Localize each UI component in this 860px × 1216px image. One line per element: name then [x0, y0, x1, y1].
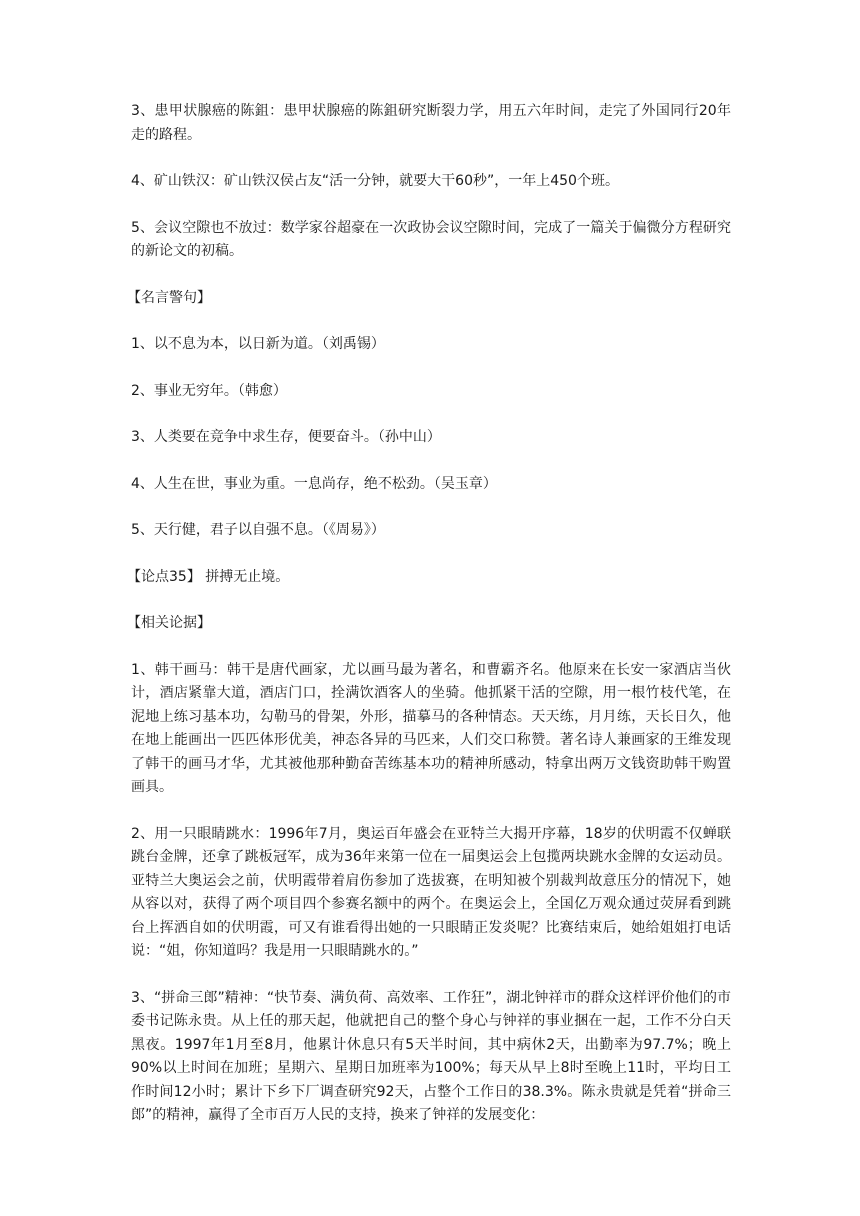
quote-item-5: 5、天行健，君子以自强不息。（《周易》）: [131, 522, 385, 538]
quote-item-4: 4、人生在世，事业为重。一息尚存，绝不松劲。（吴玉章）: [131, 475, 497, 492]
quote-item-3: 3、人类要在竞争中求生存，便要奋斗。（孙中山）: [131, 429, 441, 445]
evidence-paragraph-4: 4、矿山铁汉：矿山铁汉侯占友“活一分钟，就要大干60秒”，一年上450个班。: [131, 173, 619, 189]
evidence-item-1: 1、韩干画马：韩干是唐代画家，尤以画马最为著名，和曹霸齐名。他原来在长安一家酒店当伙计，酒店紧靠大道，酒店门口，拴满饮酒客人的坐骑。他抓紧干活的空隙，用一根竹枝代笔，在泥地上练习基本功，勾勒马的骨架，外形，描摹马的各种情态。天天练，月月练，天长日久，他在地上能画出一匹匹体形优美，神态各异的马匹来，人们交口称赞。著名诗人兼画家的王维发现了韩干的画马才华，尤其被他那种勤奋苦练基本功的精神所感动，特拿出两万文钱资助韩干购置画具。: [131, 661, 731, 795]
evidence-paragraph-5: 5、会议空隙也不放过：数学家谷超豪在一次政协会议空隙时间，完成了一篇关于偏微分方程研究的新论文的初稿。: [131, 219, 731, 259]
quote-item-1: 1、以不息为本，以日新为道。（刘禹锡）: [131, 336, 385, 352]
section-heading-evidence: 【相关论据】: [127, 615, 211, 631]
evidence-paragraph-3: 3、患甲状腺癌的陈鉏：患甲状腺癌的陈鉏研究断裂力学，用五六年时间，走完了外国同行20年走的路程。: [131, 103, 731, 143]
quote-item-2: 2、事业无穷年。（韩愈）: [131, 382, 287, 399]
argument-heading-35: 【论点35】 拼搏无止境。: [127, 568, 290, 585]
section-heading-quotes: 【名言警句】: [127, 289, 211, 306]
evidence-item-3: 3、“拼命三郎”精神：“快节奏、满负荷、高效率、工作狂”，湖北钟祥市的群众这样评价他们的市委书记陈永贵。从上任的那天起，他就把自己的整个身心与钟祥的事业捆在一起，工作不分白天黑夜。1997年1月至8月，他累计休息只有5天半时间，其中病休2天，出勤率为97.7%；晚上90%以上时间在加班；星期六、星期日加班率为100%；每天从早上8时至晚上11时，平均日工作时间12小时；累计下乡下厂调查研究92天，占整个工作日的38.3%。陈永贵就是凭着“拼命三郎”的精神，赢得了全市百万人民的支持，换来了钟祥的发展变化：: [131, 989, 731, 1123]
document-body: [127, 100, 731, 1151]
evidence-item-2: 2、用一只眼睛跳水：1996年7月，奥运百年盛会在亚特兰大揭开序幕，18岁的伏明霞不仅蝉联跳台金牌，还拿了跳板冠军，成为36年来第一位在一届奥运会上包揽两块跳水金牌的女运动员。亚特兰大奥运会之前，伏明霞带着肩伤参加了选拔赛，在明知被个别裁判故意压分的情况下，她从容以对，获得了两个项目四个参赛名额中的两个。在奥运会上，全国亿万观众通过荧屏看到跳台上挥洒自如的伏明霞，可又有谁看得出她的一只眼睛正发炎呢？比赛结束后，她给姐姐打电话说：“姐，你知道吗？我是用一只眼睛跳水的。”: [131, 825, 731, 959]
